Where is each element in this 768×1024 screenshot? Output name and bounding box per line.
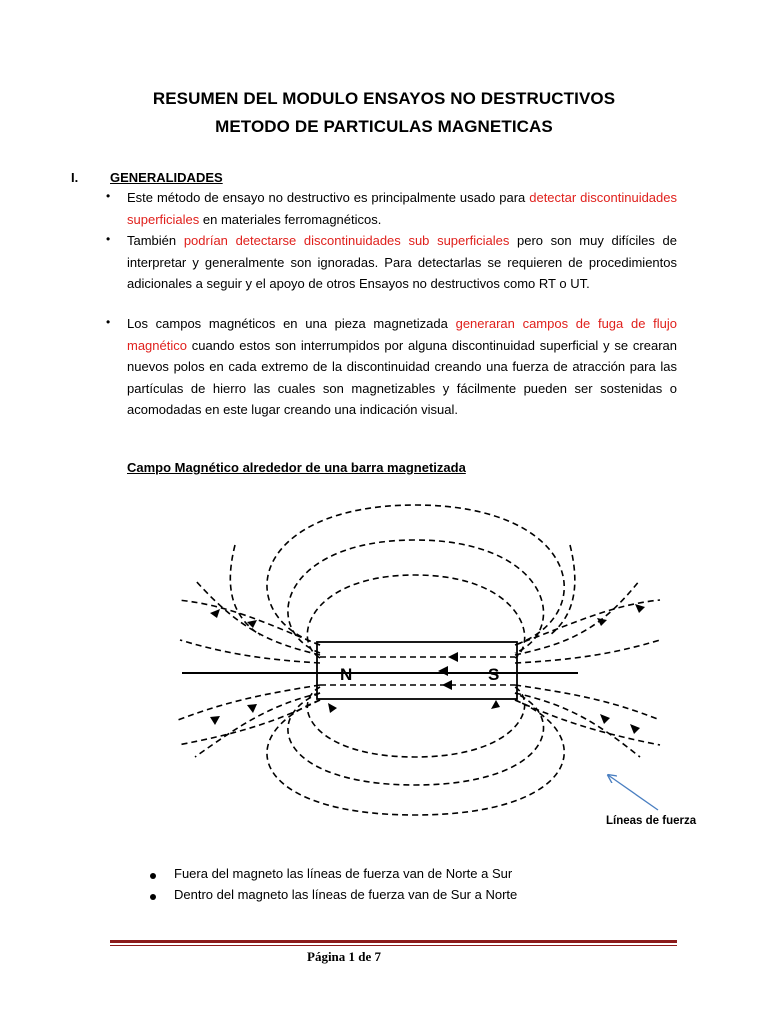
arrowhead-icon bbox=[635, 604, 645, 613]
arrowhead-icon bbox=[600, 714, 610, 724]
lines-of-force-label: Líneas de fuerza bbox=[606, 815, 697, 827]
bullet-icon: • bbox=[106, 189, 111, 203]
north-pole-label: N bbox=[340, 665, 353, 684]
section-number: I. bbox=[71, 170, 79, 185]
field-line-right-7 bbox=[550, 545, 575, 635]
south-pole-label: S bbox=[488, 665, 500, 684]
arrowhead-icon bbox=[491, 700, 500, 709]
paragraph-text: Los campos magnéticos en una pieza magnetizada bbox=[127, 316, 456, 331]
arrowhead-icon bbox=[247, 620, 257, 628]
field-line-left-4 bbox=[178, 685, 320, 720]
arrowhead-icon bbox=[247, 704, 257, 713]
arrowhead-icon bbox=[210, 716, 220, 725]
paragraph-1 bbox=[127, 187, 677, 230]
highlighted-text: generaran campos de fuga de flujo magnético bbox=[127, 316, 677, 353]
field-line-top-3 bbox=[307, 575, 524, 658]
figure-title: Campo Magnético alrededor de una barra magnetizada bbox=[127, 460, 466, 475]
bullet-icon bbox=[150, 873, 156, 879]
paragraph-text: Este método de ensayo no destructivo es principalmente usado para bbox=[127, 190, 530, 205]
field-line-left-5 bbox=[195, 693, 320, 757]
paragraph-text: cuando estos son interrumpidos por alguna discontinuidad superficial y se crearan nuevos polos en cada extremo de la discontinuidad creando una fuerza de atracción para las partículas de hierro las cuales son magnetizables y fácilmente pueden ser sostenidas o acomodadas en este lugar creando una indicación visual. bbox=[127, 337, 677, 417]
section-heading: GENERALIDADES bbox=[110, 170, 223, 185]
note-text: Dentro del magneto las líneas de fuerza van de Sur a Norte bbox=[174, 887, 518, 902]
paragraph-text: pero son muy difíciles de interpretar y generalmente son ignoradas. Para detectarlas se requieren de procedimientos adicionales a seguir y el apoyo de otros Ensayos no destructivos como RT o UT. bbox=[127, 233, 677, 291]
bullet-icon: • bbox=[106, 232, 111, 246]
field-line-top-2 bbox=[288, 540, 544, 653]
arrowhead-icon bbox=[328, 703, 337, 713]
document-title-line-2: METODO DE PARTICULAS MAGNETICAS bbox=[215, 117, 553, 136]
highlighted-text: podrían detectarse discontinuidades sub superficiales bbox=[183, 233, 510, 248]
pointer-arrow bbox=[608, 775, 658, 810]
arrowhead-icon bbox=[630, 724, 640, 734]
bullet-icon bbox=[150, 894, 156, 900]
paragraph-text: También bbox=[127, 233, 184, 248]
highlighted-text: detectar discontinuidades superficiales bbox=[127, 190, 677, 227]
field-line-bottom-3 bbox=[307, 687, 524, 757]
magnetic-field-diagram bbox=[170, 495, 690, 825]
note-text: Fuera del magneto las líneas de fuerza van de Norte a Sur bbox=[174, 866, 513, 881]
field-line-left-2 bbox=[195, 580, 320, 655]
paragraph-3 bbox=[127, 313, 677, 421]
page-number: Página 1 de 7 bbox=[307, 949, 382, 964]
arrowhead-icon bbox=[438, 666, 448, 676]
field-line-right-6 bbox=[515, 700, 660, 745]
paragraph-2 bbox=[127, 230, 677, 295]
paragraph-text: en materiales ferromagnéticos. bbox=[199, 211, 382, 227]
arrowhead-icon bbox=[448, 652, 458, 662]
field-line-right-3 bbox=[515, 640, 660, 663]
footer-rule bbox=[110, 940, 677, 943]
bullet-icon: • bbox=[106, 315, 111, 329]
footer-rule-thin bbox=[110, 945, 677, 946]
arrowhead-icon bbox=[210, 609, 220, 618]
field-line-bottom-2 bbox=[288, 693, 544, 785]
field-line-left-3 bbox=[180, 640, 320, 663]
arrowhead-icon bbox=[442, 680, 452, 690]
field-line-right-5 bbox=[515, 693, 640, 757]
field-line-right-4 bbox=[515, 685, 660, 720]
field-line-right-2 bbox=[515, 580, 640, 655]
document-title-line-1: RESUMEN DEL MODULO ENSAYOS NO DESTRUCTIVOS bbox=[152, 89, 616, 108]
